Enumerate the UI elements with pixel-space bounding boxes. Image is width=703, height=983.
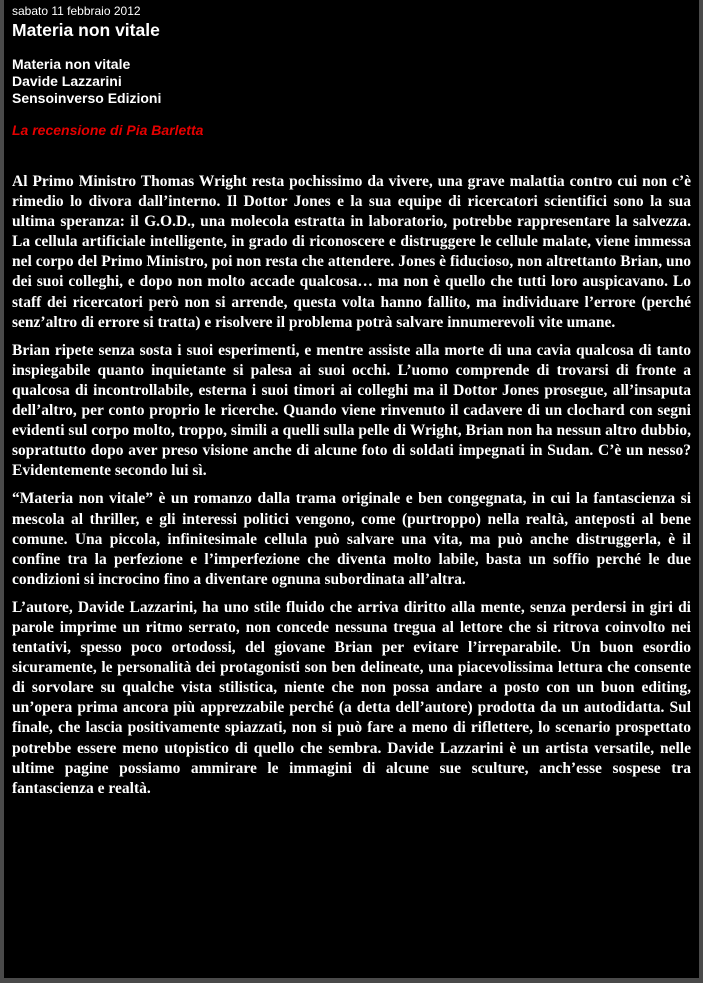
post-title[interactable]: Materia non vitale bbox=[12, 20, 160, 40]
review-paragraph: Al Primo Ministro Thomas Wright resta pochissimo da vivere, una grave malattia contro cui non c’è rimedio lo divora dall’interno. Il Dottor Jones e la sua equipe di ricercatori scientifici sono la sua ultima speranza: il G.O.D., una molecola estratta in laboratorio, potrebbe rappresentare la salvezza. La cellula artificiale intelligente, in grado di riconoscere e distruggere le cellule malate, viene immessa nel corpo del Primo Ministro, poi non resta che attendere. Jones è fiducioso, non altrettanto Brian, uno dei suoi colleghi, e dopo non molto accade qualcosa… ma non è quello che tutti loro auspicavano. Lo staff dei ricercatori però non si arrende, questa volta hanno fallito, ma individuare l’errore (perché senz’altro di errore si tratta) e risolvere il problema potrà salvare innumerevoli vite umane. bbox=[12, 173, 691, 331]
review-paragraph: Brian ripete senza sosta i suoi esperimenti, e mentre assiste alla morte di una cavia qualcosa di tanto inspiegabile quanto inquietante si palesa ai suoi occhi. L’uomo comprende di trovarsi di fronte a qualcosa di incontrollabile, esterna i suoi timori ai colleghi ma il Dottor Jones prosegue, all’insaputa dell’altro, per conto proprio le ricerche. Quando viene rinvenuto il cadavere di un clochard con segni evidenti sul corpo molto, troppo, simili a quelli sulla pelle di Wright, Brian non ha nessun altro dubbio, soprattutto dopo aver preso visione anche di alcune foto di soldati impegnati in Sudan. C’è un nesso? Evidentemente secondo lui sì. bbox=[12, 341, 691, 480]
book-info bbox=[12, 56, 691, 107]
blog-post bbox=[4, 0, 699, 978]
review-paragraph: L’autore, Davide Lazzarini, ha uno stile fluido che arriva diritto alla mente, senza perdersi in giri di parole imprime un ritmo serrato, non concede nessuna tregua al lettore che si ritrova coinvolto nei tentativi, spesso poco ortodossi, del giovane Brian per evitare l’irreparabile. Un buon esordio sicuramente, le personalità dei protagonisti son ben delineate, una piacevolissima lettura che consente di sorvolare su qualche vista stilistica, niente che non possa andare a posto con un buon editing, un’opera prima ancora più apprezzabile perché (a detta dell’autore) prodotta da un autodidatta. Sul finale, che lascia positivamente spiazzati, non si può fare a meno di riflettere, lo scenario prospettato potrebbe essere meno utopistico di quello che sembra. Davide Lazzarini è un artista versatile, nelle ultime pagine possiamo ammirare le immagini di alcune sue sculture, anch’esse sospese tra fantascienza e realtà. bbox=[12, 598, 691, 797]
book-publisher: Sensoinverso Edizioni bbox=[12, 90, 162, 106]
book-author: Davide Lazzarini bbox=[12, 73, 122, 89]
review-paragraph: “Materia non vitale” è un romanzo dalla trama originale e ben congegnata, in cui la fantascienza si mescola al thriller, e gli interessi politici vengono, come (purtroppo) nella realtà, anteposti al bene comune. Una piccola, infinitesimale cellula può salvare una vita, ma può anche distruggerla, è il confine tra la perfezione e l’imperfezione che diventa molto labile, basta un soffio perché le due condizioni si incrocino fino a diventare ognuna subordinata all’altra. bbox=[12, 490, 691, 588]
post-date: sabato 11 febbraio 2012 bbox=[12, 4, 141, 18]
book-title: Materia non vitale bbox=[12, 56, 131, 72]
review-body bbox=[12, 172, 691, 799]
review-byline: La recensione di Pia Barletta bbox=[12, 122, 204, 138]
